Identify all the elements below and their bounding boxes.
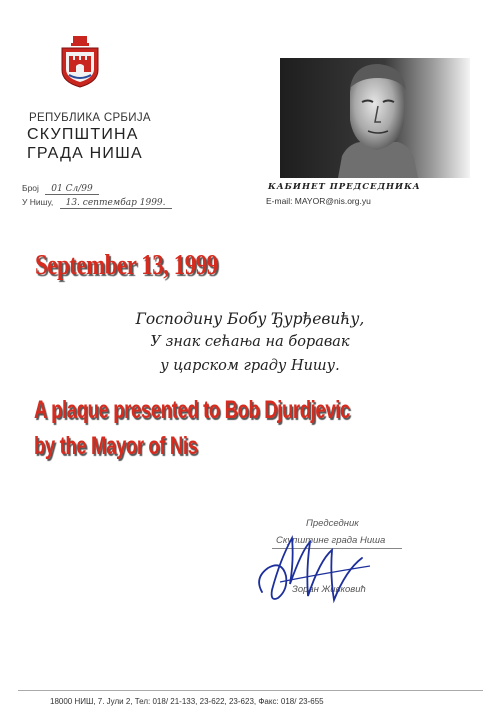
assembly-title-line2: ГРАДА НИША xyxy=(27,145,143,162)
dedication-line-1: Господину Бобу Ђурђевићу, xyxy=(135,310,365,328)
dedication-line-2: У знак сећања на боравак xyxy=(150,334,350,350)
office-email: E-mail: MAYOR@nis.org.yu xyxy=(266,196,371,206)
mayor-office-label: КАБИНЕТ ПРЕДСЕДНИКА xyxy=(268,182,421,192)
footer-address: 18000 НИШ, 7. Јули 2, Тел: 018/ 21-133, 23-622, 23-623, Факс: 018/ 23-655 xyxy=(50,697,324,706)
signatory-organization: Скупштине града Ниша xyxy=(276,535,386,546)
signatory-name: Зоран Живковић xyxy=(292,584,366,595)
caption-line-1: A plaque presented to Bob Djurdjevic xyxy=(34,396,350,424)
footer-divider xyxy=(18,690,483,691)
emperor-bust-image xyxy=(280,58,470,178)
place-date-row xyxy=(22,197,172,209)
reference-label: Број xyxy=(22,183,39,193)
dedication-line-3: у царском граду Нишу. xyxy=(160,358,340,374)
place-label: У Нишу, xyxy=(22,197,54,207)
reference-value: 01 Сл/99 xyxy=(45,184,98,195)
caption-line-2: by the Mayor of Nis xyxy=(34,432,198,460)
reference-number-row xyxy=(22,183,99,195)
city-crest-icon xyxy=(60,36,100,88)
assembly-title-line1: СКУПШТИНА xyxy=(27,126,139,143)
handwritten-signature xyxy=(250,520,380,615)
republic-label: РЕПУБЛИКА СРБИЈА xyxy=(29,112,151,124)
date-heading: September 13, 1999 xyxy=(35,250,218,281)
signatory-title: Председник xyxy=(306,518,359,529)
place-date-value: 13. септембар 1999. xyxy=(60,198,172,209)
